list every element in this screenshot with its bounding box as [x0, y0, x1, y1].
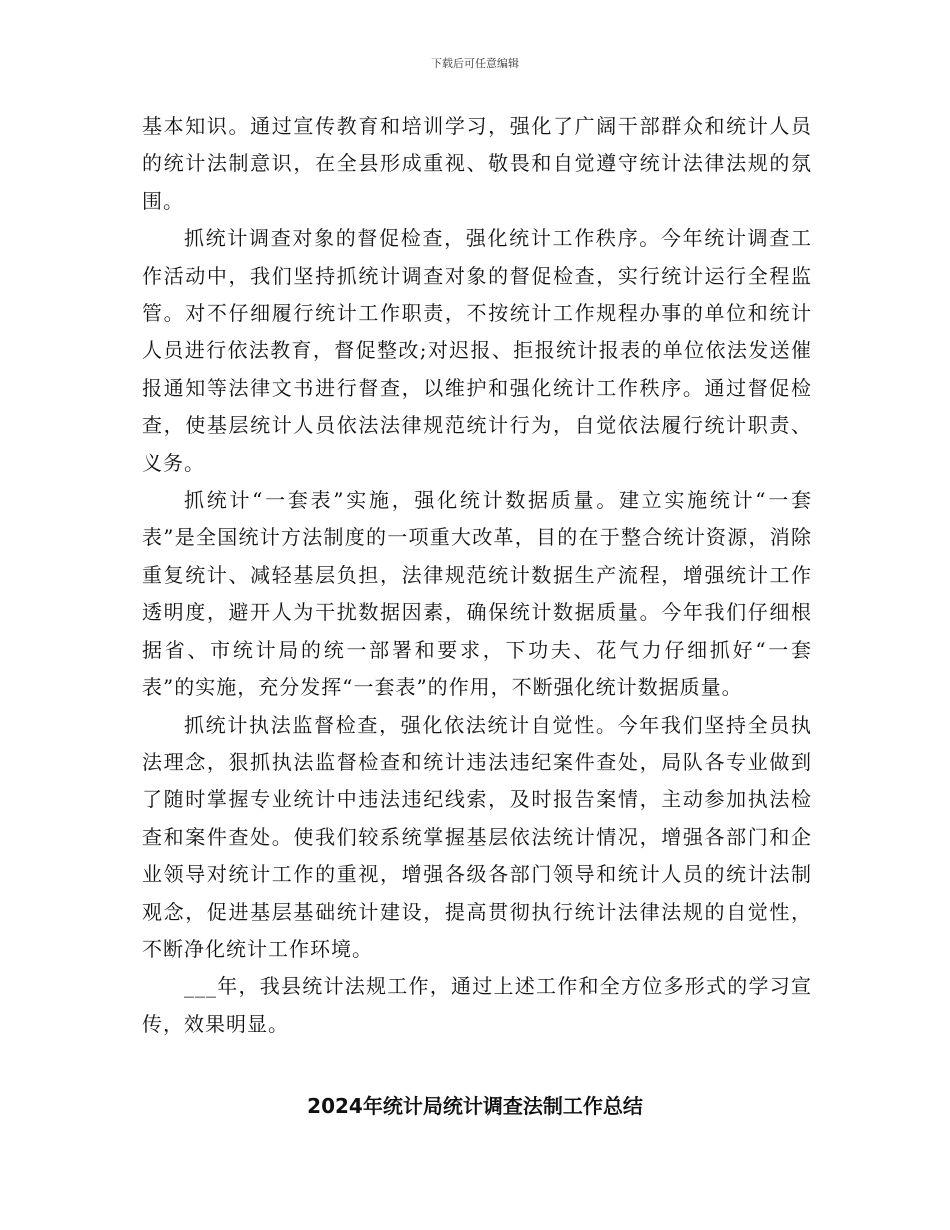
body-text	[142, 108, 812, 1043]
paragraph: ___年，我县统计法规工作，通过上述工作和全方位多形式的学习宣传，效果明显。	[142, 974, 812, 1036]
paragraph: 抓统计“一套表”实施，强化统计数据质量。建立实施统计“一套表”是全国统计方法制度的一项重大改革，目的在于整合统计资源，消除重复统计、减轻基层负担，法律规范统计数据生产流程，增强统计工作透明度，避开人为干扰数据因素，确保统计数据质量。今年我们仔细根据省、市统计局的统一部署和要求，下功夫、花气力仔细抓好“一套表”的实施，充分发挥“一套表”的作用，不断强化统计数据质量。	[142, 488, 812, 700]
paragraph: 抓统计调查对象的督促检查，强化统计工作秩序。今年统计调查工作活动中，我们坚持抓统计调查对象的督促检查，实行统计运行全程监管。对不仔细履行统计工作职责，不按统计工作规程办事的单位和统计人员进行依法教育，督促整改;对迟报、拒报统计报表的单位依法发送催报通知等法律文书进行督查，以维护和强化统计工作秩序。通过督促检查，使基层统计人员依法法律规范统计行为，自觉依法履行统计职责、义务。	[142, 226, 812, 475]
paragraph-continuation: 基本知识。通过宣传教育和培训学习，强化了广阔干部群众和统计人员的统计法制意识，在全县形成重视、敬畏和自觉遵守统计法律法规的氛围。	[142, 114, 812, 213]
header-note: 下载后可任意编辑	[431, 57, 519, 70]
paragraph: 抓统计执法监督检查，强化依法统计自觉性。今年我们坚持全员执法理念，狠抓执法监督检查和统计违法违纪案件查处，局队各专业做到了随时掌握专业统计中违法违纪线索，及时报告案情，主动参加执法检查和案件查处。使我们较系统掌握基层依法统计情况，增强各部门和企业领导对统计工作的重视，增强各级各部门领导和统计人员的统计法制观念，促进基层基础统计建设，提高贯彻执行统计法律法规的自觉性，不断净化统计工作环境。	[142, 712, 812, 961]
document-title: 2024年统计局统计调查法制工作总结	[307, 1094, 643, 1118]
